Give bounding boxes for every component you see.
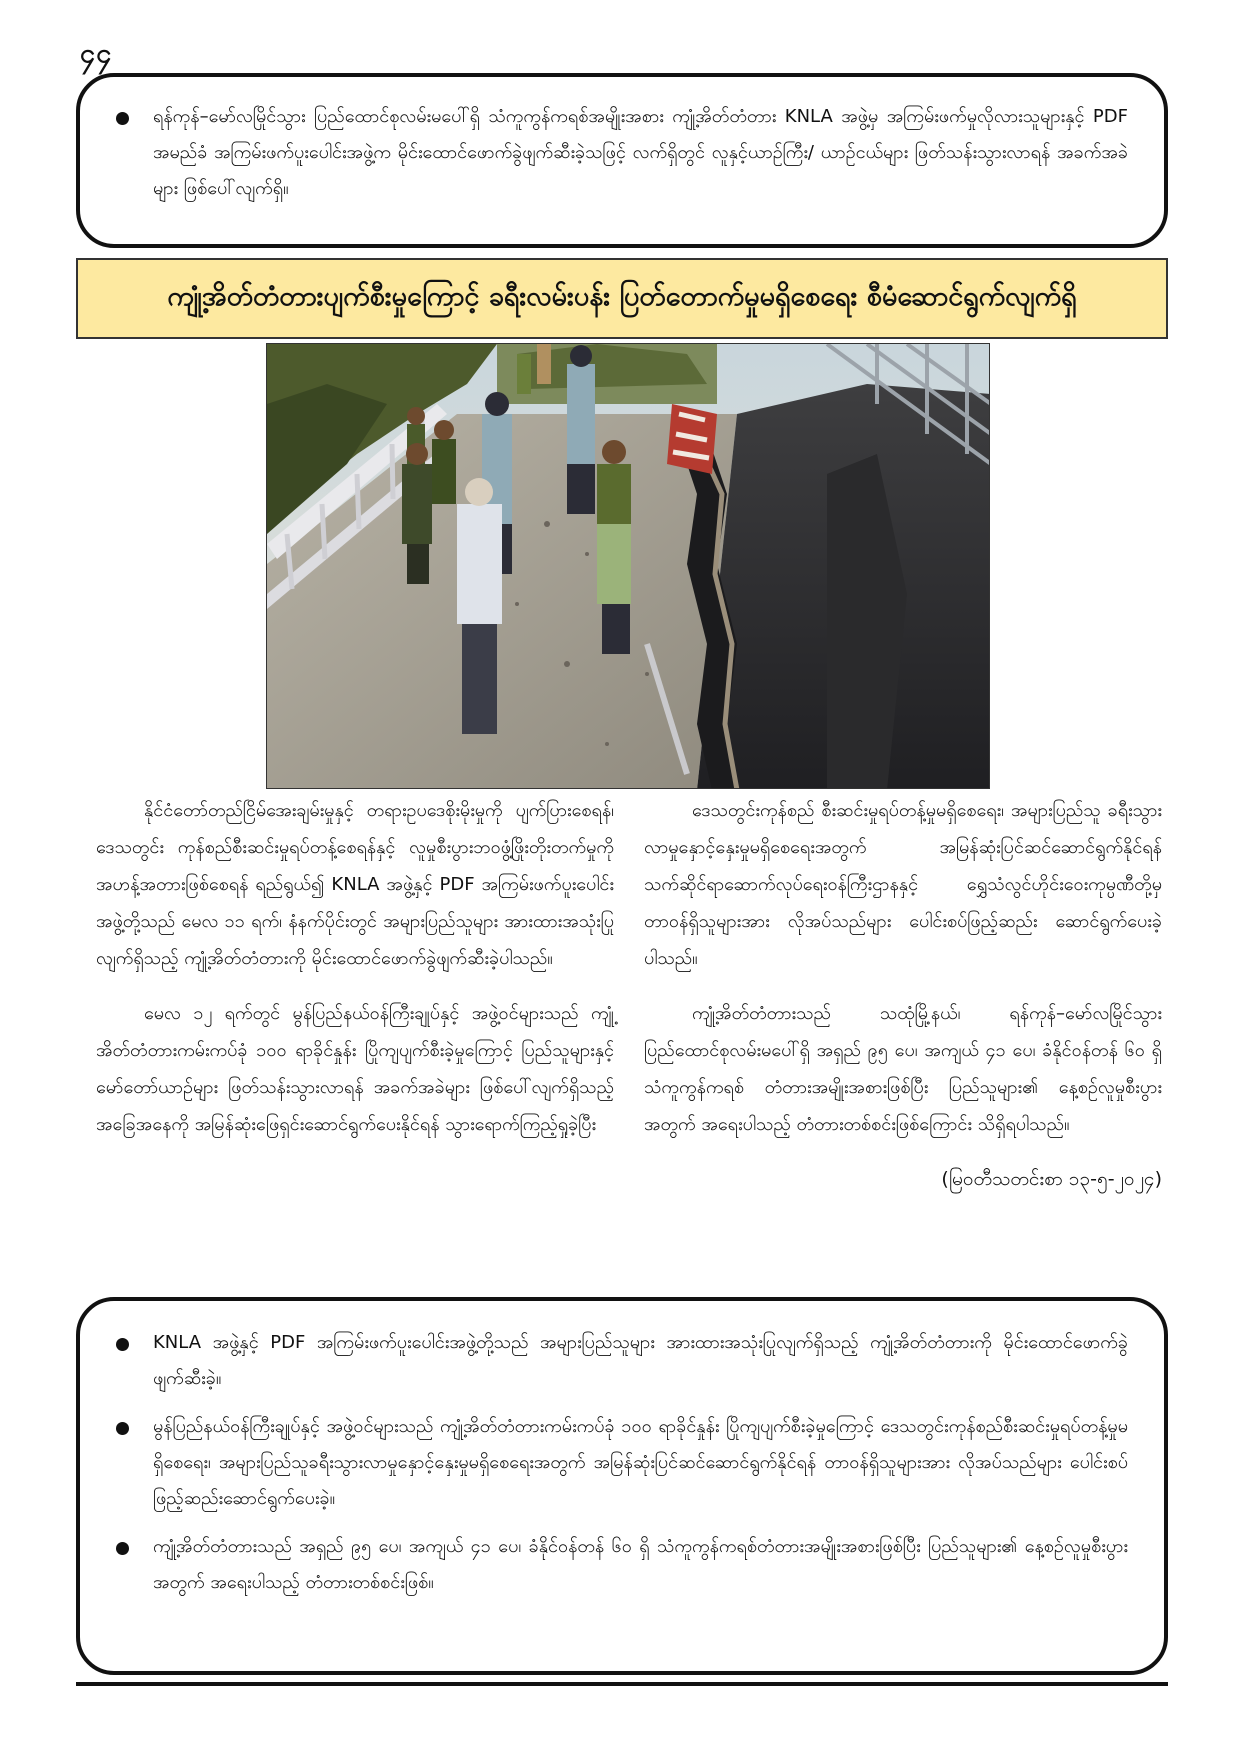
summary-bullet-text: မွန်ပြည်နယ်ဝန်ကြီးချုပ်နှင့် အဖွဲ့ဝင်များသည် ကျုံ့အိတ်တံတားကမ်းကပ်ခုံ ၁၀၀ ရာခိုင်နှုန်း ပြိုကျပျက်စီးခဲ့မှုကြောင့် ဒေသတွင်းကုန်စည်စီးဆင်းမှုရပ်တန့်မှုမရှိစေရေး၊ အများပြည်သူခရီးသွားလာမှုနှောင့်နှေးမှုမရှိစေရေးအတွက် အမြန်ဆုံးပြင်ဆင်ဆောင်ရွက်နိုင်ရန် တာဝန်ရှိသူများအား လိုအပ်သည်များ ပေါင်းစပ်ဖြည့်ဆည်းဆောင်ရွက်ပေးခဲ့။ [153, 1416, 1128, 1509]
source-citation: (မြဝတီသတင်းစာ ၁၃-၅-၂၀၂၄) [941, 1168, 1162, 1190]
top-bullet-text: ရန်ကုန်–မော်လမြိုင်သွား ပြည်ထောင်စုလမ်းမပေါ်ရှိ သံကူကွန်ကရစ်အမျိုးအစား ကျုံ့အိတ်တံတား KNLA အဖွဲ့မှ အကြမ်းဖက်မှုလိုလားသူများနှင့် PDF အမည်ခံ အကြမ်းဖက်ပူးပေါင်းအဖွဲ့က မိုင်းထောင်ဖောက်ခွဲဖျက်ဆီးခဲ့သဖြင့် လက်ရှိတွင် လူနှင့်ယာဉ်ကြီး/ ယာဉ်ငယ်များ ဖြတ်သန်းသွားလာရန် အခက်အခဲများ ဖြစ်ပေါ်လျက်ရှိ။ [153, 106, 1128, 199]
headline-banner [76, 258, 1168, 339]
page-number: ၄၄ [80, 38, 113, 69]
article-body [96, 792, 1162, 1290]
headline-title: ကျုံ့အိတ်တံတားပျက်စီးမှုကြောင့် ခရီးလမ်းပန်း ပြတ်တောက်မှုမရှိစေရေး စီမံဆောင်ရွက်လျက်ရှိ [167, 280, 1077, 312]
bullet-icon [116, 1542, 129, 1555]
summary-bullet [116, 1529, 1128, 1601]
summary-bullet [116, 1325, 1128, 1397]
bullet-icon [116, 1422, 129, 1435]
page-bottom-rule [76, 1682, 1168, 1686]
top-summary-box [76, 73, 1168, 248]
bullet-icon [116, 1338, 129, 1351]
summary-bullet [116, 1409, 1128, 1517]
bullet-icon [116, 112, 129, 125]
news-photo [266, 343, 990, 789]
top-bullet [116, 99, 1128, 207]
article-column-left [96, 792, 614, 1290]
summary-bullet-text: ကျုံ့အိတ်တံတားသည် အရှည် ၉၅ ပေ၊ အကျယ် ၄၁ ပေ၊ ခံနိုင်ဝန်တန် ၆၀ ရှိ သံကူကွန်ကရစ်တံတားအမျိုးအစားဖြစ်ပြီး ပြည်သူများ၏ နေ့စဉ်လူမှုစီးပွားအတွက် အရေးပါသည့် တံတားတစ်စင်းဖြစ်။ [153, 1536, 1128, 1593]
article-paragraph: မေလ ၁၂ ရက်တွင် မွန်ပြည်နယ်ဝန်ကြီးချုပ်နှင့် အဖွဲ့ဝင်များသည် ကျုံ့အိတ်တံတားကမ်းကပ်ခုံ ၁၀၀ ရာခိုင်နှုန်း ပြိုကျပျက်စီးခဲ့မှုကြောင့် ပြည်သူများနှင့် မော်တော်ယာဉ်များ ဖြတ်သန်းသွားလာရန် အခက်အခဲများ ဖြစ်ပေါ်လျက်ရှိသည့်အခြေအနေကို အမြန်ဆုံးဖြေရှင်းဆောင်ရွက်ပေးနိုင်ရန် သွားရောက်ကြည့်ရှုခဲ့ပြီး [96, 1003, 614, 1135]
damaged-bridge-photo [267, 344, 990, 789]
article-paragraph: နိုင်ငံတော်တည်ငြိမ်အေးချမ်းမှုနှင့် တရားဥပဒေစိုးမိုးမှုကို ပျက်ပြားစေရန်၊ ဒေသတွင်း ကုန်စည်စီးဆင်းမှုရပ်တန့်စေရန်နှင့် လူမှုစီးပွားဘဝဖွံ့ဖြိုးတိုးတက်မှုကို အဟန့်အတားဖြစ်စေရန် ရည်ရွယ်၍ KNLA အဖွဲ့နှင့် PDF အကြမ်းဖက်ပူးပေါင်းအဖွဲ့တို့သည် မေလ ၁၁ ရက်၊ နံနက်ပိုင်းတွင် အများပြည်သူများ အားထားအသုံးပြုလျက်ရှိသည့် ကျုံ့အိတ်တံတားကို မိုင်းထောင်ဖောက်ခွဲဖျက်ဆီးခဲ့ပါသည်။ [96, 800, 614, 969]
article-paragraph: ဒေသတွင်းကုန်စည် စီးဆင်းမှုရပ်တန့်မှုမရှိစေရေး၊ အများပြည်သူ ခရီးသွားလာမှုနှောင့်နှေးမှုမရှိစေရေးအတွက် အမြန်ဆုံးပြင်ဆင်ဆောင်ရွက်နိုင်ရန် သက်ဆိုင်ရာဆောက်လုပ်ရေးဝန်ကြီးဌာနနှင့် ရွှေသံလွင်ဟိုင်းဝေးကုမ္ပဏီတို့မှ တာဝန်ရှိသူများအား လိုအပ်သည်များ ပေါင်းစပ်ဖြည့်ဆည်း ဆောင်ရွက်ပေးခဲ့ပါသည်။ [644, 800, 1162, 969]
article-paragraph: ကျုံ့အိတ်တံတားသည် သထုံမြို့နယ်၊ ရန်ကုန်–မော်လမြိုင်သွား ပြည်ထောင်စုလမ်းမပေါ်ရှိ အရှည် ၉၅ ပေ၊ အကျယ် ၄၁ ပေ၊ ခံနိုင်ဝန်တန် ၆၀ ရှိ သံကူကွန်ကရစ် တံတားအမျိုးအစားဖြစ်ပြီး ပြည်သူများ၏ နေ့စဉ်လူမှုစီးပွားအတွက် အရေးပါသည့် တံတားတစ်စင်းဖြစ်ကြောင်း သိရှိရပါသည်။ [644, 1003, 1162, 1135]
bottom-summary-box [76, 1297, 1168, 1675]
article-column-right [644, 792, 1162, 1290]
summary-bullet-text: KNLA အဖွဲ့နှင့် PDF အကြမ်းဖက်ပူးပေါင်းအဖွဲ့တို့သည် အများပြည်သူများ အားထားအသုံးပြုလျက်ရှိသည့် ကျုံ့အိတ်တံတားကို မိုင်းထောင်ဖောက်ခွဲဖျက်ဆီးခဲ့။ [153, 1332, 1128, 1389]
